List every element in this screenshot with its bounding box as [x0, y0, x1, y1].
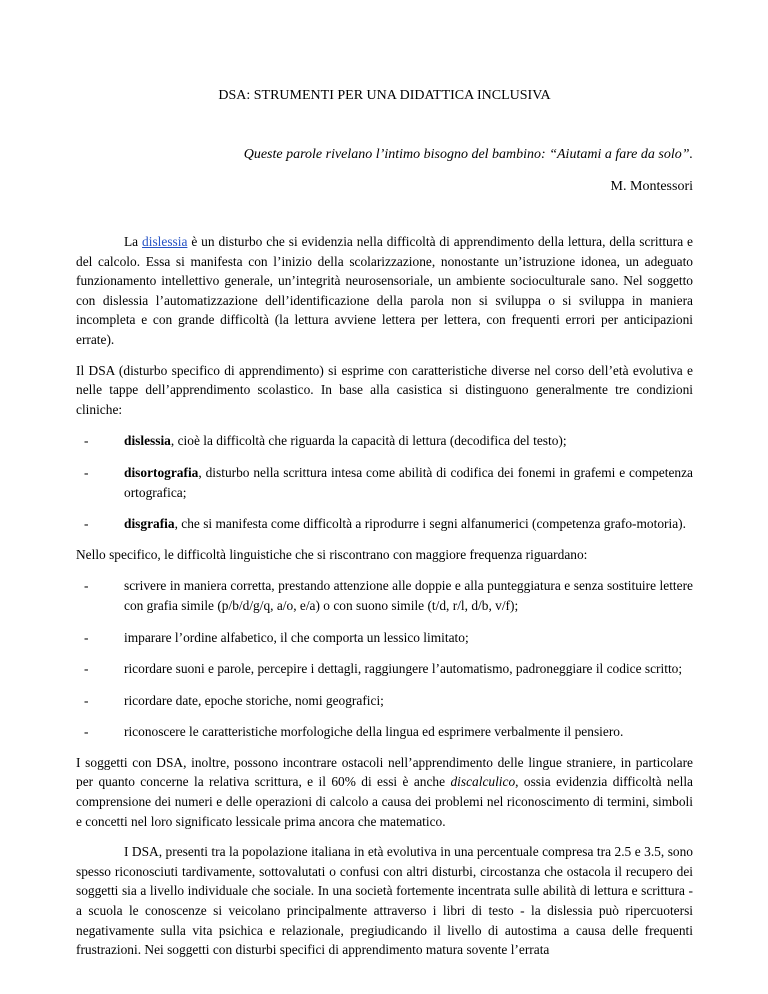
list-text: , cioè la difficoltà che riguarda la capacità di lettura (decodifica del testo); [170, 433, 567, 449]
document-body [76, 232, 693, 960]
list-term: disgrafia [124, 516, 175, 532]
list-item [76, 576, 693, 615]
list-item [76, 722, 693, 742]
list-item [76, 514, 693, 534]
list-item [76, 628, 693, 648]
paragraph-diffusione: I DSA, presenti tra la popolazione italiana in età evolutiva in una percentuale compresa tra 2.5 e 3.5, sono spesso riconosciuti tardivamente, sottovalutati o confusi con altri disturbi, circostanza che ostacola il recupero dei soggetti sia a livello individuale che sociale. In una società fortemente incentrata sulle abilità di lettura e scrittura - a scuola le conoscenze si veicolano principalmente attraverso i libri di testo - la dislessia può ripercuotersi negativamente sulla vita psichica e relazionale, pregiudicando il livello di autostima a causa delle frequenti frustrazioni. Nei soggetti con disturbi specifici di apprendimento matura sovente l’errata [76, 844, 693, 958]
list-item [76, 691, 693, 711]
paragraph-text: , ossia evidenzia difficoltà nella comprensione dei numeri e delle operazioni di calcolo a causa dei problemi nel riconoscimento di termini, simboli e concetti nel loro significato lessicale prima ancora che matematico. [76, 774, 693, 829]
list-text: , disturbo nella scrittura intesa come abilità di codifica dei fonemi in grafemi e competenza ortografica; [124, 464, 693, 500]
conditions-list [76, 431, 693, 533]
list-text: riconoscere le caratteristiche morfologiche della lingua ed esprimere verbalmente il pensiero. [124, 724, 624, 740]
document-title: DSA: STRUMENTI PER UNA DIDATTICA INCLUSIVA [218, 88, 551, 103]
emphasis-discalculico: discalculico [450, 774, 516, 790]
list-item [76, 659, 693, 679]
dash-marker: - [84, 661, 89, 677]
dash-marker: - [84, 578, 89, 594]
dash-marker: - [84, 464, 89, 480]
list-term: disortografia [124, 464, 199, 480]
dash-marker: - [84, 629, 89, 645]
list-text: scrivere in maniera corretta, prestando attenzione alle doppie e alla punteggiatura e senza sostituire lettere con grafia simile (p/b/d/g/q, a/o, e/a) o con suono simile (t/d, r/l, d/b, v/f); [124, 578, 693, 613]
epigraph-quote: Queste parole rivelano l’intimo bisogno del bambino: “Aiutami a fare da solo”. [243, 147, 693, 162]
dash-marker: - [84, 724, 89, 740]
difficulties-list [76, 576, 693, 742]
list-item [76, 431, 693, 451]
paragraph-dislessia [76, 232, 693, 350]
list-item [76, 463, 693, 502]
paragraph-dsa: Il DSA (disturbo specifico di apprendimento) si esprime con caratteristiche diverse nel corso dell’età evolutiva e nelle tappe dell’apprendimento scolastico. In base alla casistica si distinguono generalmente tre condizioni cliniche: [76, 362, 693, 417]
dash-marker: - [84, 516, 89, 532]
dislessia-link[interactable]: dislessia [142, 234, 188, 249]
list-text: ricordare date, epoche storiche, nomi geografici; [124, 692, 384, 708]
dash-marker: - [84, 692, 89, 708]
list-text: ricordare suoni e parole, percepire i dettagli, raggiungere l’automatismo, padroneggiare il codice scritto; [124, 661, 683, 677]
paragraph-difficolta: Nello specifico, le difficoltà linguistiche che si riscontrano con maggiore frequenza riguardano: [76, 546, 588, 562]
list-text: , che si manifesta come difficoltà a riprodurre i segni alfanumerici (competenza grafo-motoria). [174, 516, 686, 532]
paragraph-text: I soggetti con DSA, inoltre, possono incontrare ostacoli nell’apprendimento delle lingue straniere, in particolare per quanto concerne la relativa scrittura, e il 60% di essi è anche [76, 754, 693, 790]
paragraph-discalculia [76, 753, 693, 831]
paragraph-text: è un disturbo che si evidenzia nella difficoltà di apprendimento della lettura, della scrittura e del calcolo. Essa si manifesta con l’inizio della scolarizzazione, nonostante un’istruzione idonea, un adeguato funzionamento intellettivo generale, un’integrità neurosensoriale, un ambiente socioculturale sano. Nel soggetto con dislessia l’automatizzazione dell’identificazione della parola non si sviluppa o si sviluppa in maniera incompleta e con grande difficoltà (la lettura avviene lettera per lettera, con frequenti errori per anticipazioni errate). [76, 234, 693, 347]
dash-marker: - [84, 433, 89, 449]
list-term: dislessia [124, 433, 171, 449]
list-text: imparare l’ordine alfabetico, il che comporta un lessico limitato; [124, 629, 469, 645]
epigraph-author: M. Montessori [610, 179, 693, 194]
paragraph-text: La [124, 234, 143, 249]
